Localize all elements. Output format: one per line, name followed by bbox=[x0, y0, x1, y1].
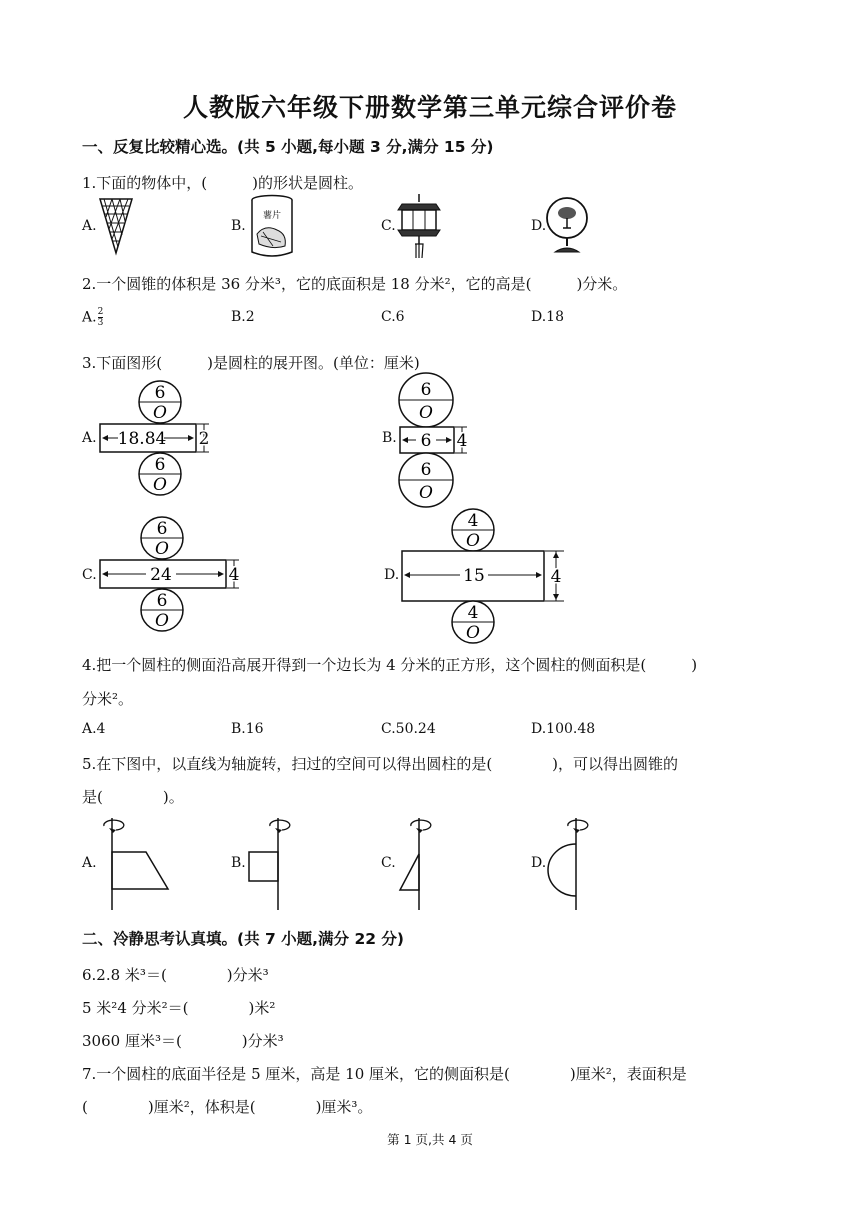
q2-option-a-prefix: A. bbox=[82, 309, 97, 326]
net-b-height: 4 bbox=[456, 431, 468, 451]
net-d-height: 4 bbox=[550, 567, 562, 587]
net-c-length: 24 bbox=[150, 565, 172, 585]
section-heading-2: 二、冷静思考认真填。(共 7 小题,满分 22 分) bbox=[82, 930, 404, 948]
cylinder-net-b bbox=[396, 372, 476, 512]
chips-can-label: 薯片 bbox=[262, 211, 282, 221]
q4-option-c: C.50.24 bbox=[381, 721, 436, 737]
cylinder-net-c bbox=[96, 516, 246, 636]
question-6-line1: 6.2.8 米³＝( )分米³ bbox=[82, 966, 269, 984]
net-d-top-circle bbox=[452, 509, 494, 551]
net-a-top-circle bbox=[139, 381, 181, 423]
net-d-bottom-circle bbox=[452, 601, 494, 643]
q1-option-b-label: B. bbox=[231, 218, 246, 234]
question-1-text: 1.下面的物体中，( )的形状是圆柱。 bbox=[82, 174, 364, 192]
q1-option-d-label: D. bbox=[531, 218, 547, 234]
chips-can-icon bbox=[247, 194, 297, 260]
question-3-text: 3.下面图形( )是圆柱的展开图。(单位：厘米) bbox=[82, 354, 420, 372]
net-c-bottom-circle bbox=[141, 589, 183, 631]
question-2-text: 2.一个圆锥的体积是 36 分米³，它的底面积是 18 分米²，它的高是( )分米。 bbox=[82, 275, 628, 293]
ice-cream-cone-icon bbox=[98, 197, 134, 257]
net-c-top-circle bbox=[141, 517, 183, 559]
q4-option-b: B.16 bbox=[231, 721, 264, 737]
net-c-height: 4 bbox=[228, 565, 240, 585]
q3-option-a-label: A. bbox=[82, 430, 97, 446]
question-4-text-line1: 4.把一个圆柱的侧面沿高展开得到一个边长为 4 分米的正方形，这个圆柱的侧面积是( ) bbox=[82, 656, 698, 674]
net-d-length: 15 bbox=[463, 566, 485, 586]
net-d-bottom-diameter: 4 bbox=[467, 603, 479, 623]
net-a-height: 2 bbox=[198, 429, 210, 449]
q3-option-c-label: C. bbox=[82, 567, 97, 583]
net-a-top-diameter: 6 bbox=[154, 383, 166, 403]
q1-option-c-label: C. bbox=[381, 218, 396, 234]
question-6-line3: 3060 厘米³＝( )分米³ bbox=[82, 1032, 284, 1050]
question-6-line2: 5 米²4 分米²＝( )米² bbox=[82, 999, 276, 1017]
net-d-bottom-center: O bbox=[466, 623, 480, 643]
page-title: 人教版六年级下册数学第三单元综合评价卷 bbox=[182, 93, 677, 122]
net-c-bottom-center: O bbox=[155, 611, 169, 631]
q2-option-a bbox=[82, 307, 103, 328]
question-4-text-line2: 分米²。 bbox=[82, 690, 134, 708]
q5-option-b-label: B. bbox=[231, 855, 246, 871]
q5-option-d-label: D. bbox=[531, 855, 547, 871]
rotation-triangle-figure bbox=[396, 814, 436, 912]
question-5-text-line2: 是( )。 bbox=[82, 788, 184, 806]
net-b-bottom-diameter: 6 bbox=[420, 460, 432, 480]
net-b-bottom-circle bbox=[399, 453, 453, 507]
fraction-denominator: 3 bbox=[97, 318, 104, 328]
q4-option-a: A.4 bbox=[82, 721, 106, 737]
q2-option-a-fraction bbox=[98, 307, 104, 328]
page-footer: 第 1 页,共 4 页 bbox=[387, 1132, 473, 1147]
q2-option-d: D.18 bbox=[531, 309, 564, 325]
question-5-text-line1: 5.在下图中，以直线为轴旋转，扫过的空间可以得出圆柱的是( )，可以得出圆锥的 bbox=[82, 755, 679, 773]
net-c-top-diameter: 6 bbox=[156, 519, 168, 539]
net-b-length: 6 bbox=[420, 431, 432, 451]
question-7-line2: ( )厘米²，体积是( )厘米³。 bbox=[82, 1098, 373, 1116]
cylinder-net-a bbox=[96, 380, 216, 500]
section-heading-1: 一、反复比较精心选。(共 5 小题,每小题 3 分,满分 15 分) bbox=[82, 138, 494, 156]
bonsai-frame-icon bbox=[545, 196, 589, 256]
q3-option-b-label: B. bbox=[382, 430, 397, 446]
q2-option-c: C.6 bbox=[381, 309, 405, 325]
net-d-top-center: O bbox=[466, 531, 480, 551]
net-d-top-diameter: 4 bbox=[467, 511, 479, 531]
net-b-bottom-center: O bbox=[419, 483, 433, 503]
net-b-top-center: O bbox=[419, 403, 433, 423]
net-b-top-diameter: 6 bbox=[420, 380, 432, 400]
net-a-top-center: O bbox=[153, 403, 167, 423]
net-b-top-circle bbox=[399, 373, 453, 427]
net-c-bottom-diameter: 6 bbox=[156, 591, 168, 611]
cylinder-net-d bbox=[400, 508, 575, 643]
question-7-line1: 7.一个圆柱的底面半径是 5 厘米，高是 10 厘米，它的侧面积是( )厘米²，表面积是 bbox=[82, 1065, 687, 1083]
rotation-trapezoid-figure bbox=[100, 814, 180, 912]
net-a-bottom-center: O bbox=[153, 475, 167, 495]
rotation-square-figure bbox=[244, 814, 294, 912]
q2-option-b: B.2 bbox=[231, 309, 255, 325]
net-c-top-center: O bbox=[155, 539, 169, 559]
rotation-semicircle-figure bbox=[544, 814, 594, 912]
q5-option-a-label: A. bbox=[82, 855, 97, 871]
q4-option-d: D.100.48 bbox=[531, 721, 596, 737]
net-a-length: 18.84 bbox=[117, 429, 167, 449]
net-a-bottom-diameter: 6 bbox=[154, 455, 166, 475]
fraction-numerator: 2 bbox=[97, 307, 104, 317]
q1-option-a-label: A. bbox=[82, 218, 97, 234]
lantern-icon bbox=[396, 194, 442, 260]
q5-option-c-label: C. bbox=[381, 855, 396, 871]
net-a-bottom-circle bbox=[139, 453, 181, 495]
q3-option-d-label: D. bbox=[384, 567, 400, 583]
